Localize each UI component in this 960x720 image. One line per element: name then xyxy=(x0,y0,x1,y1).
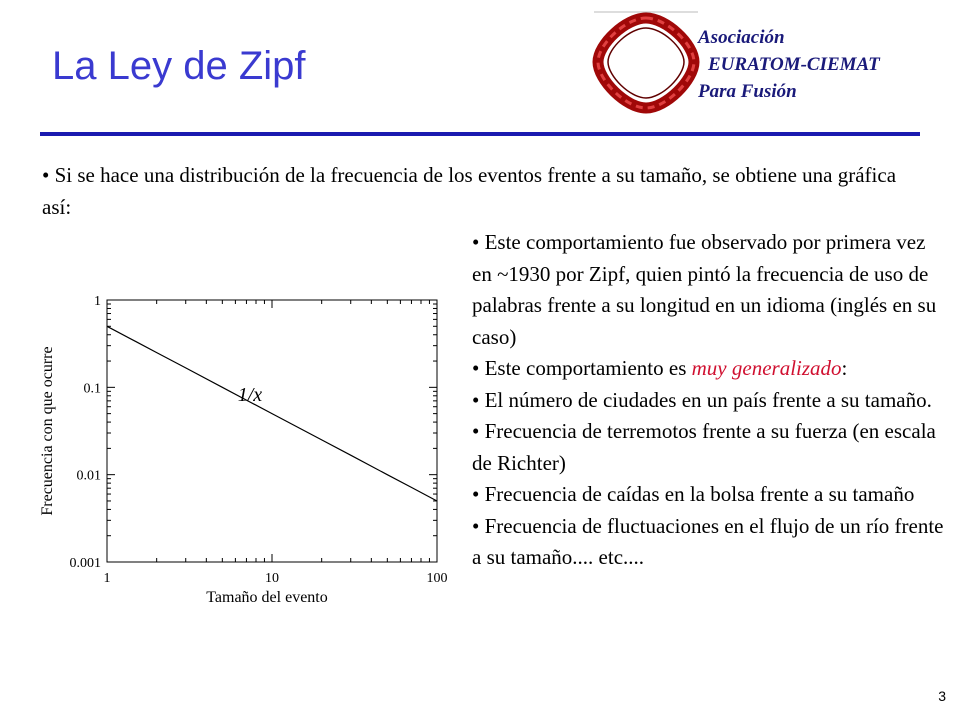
bullet-generalized-emphasis: muy generalizado xyxy=(691,356,842,380)
x-tick-label: 1 xyxy=(103,571,111,586)
bullet-river-flow: • Frecuencia de fluctuaciones en el flujo de un río frente a su tamaño.... etc.... xyxy=(472,513,944,569)
zipf-loglog-chart xyxy=(30,290,460,610)
title-divider xyxy=(40,132,920,136)
bullet-cities: • El número de ciudades en un país frente a su tamaño. xyxy=(472,387,932,412)
x-tick-label: 10 xyxy=(265,571,279,586)
x-tick-label: 100 xyxy=(426,571,448,586)
bullet-generalized-pre: • Este comportamiento es xyxy=(472,356,692,380)
plot-frame xyxy=(107,300,437,562)
intro-text: • Si se hace una distribución de la frecuencia de los eventos frente a su tamaño, se obtiene una gráfica así: xyxy=(42,163,897,219)
bullet-generalized-post: : xyxy=(841,356,848,380)
series-line-1-over-x xyxy=(107,326,437,501)
y-axis-label: Frecuencia con que ocurre xyxy=(39,346,56,516)
organization-name xyxy=(698,24,880,105)
bullet-stock-market: • Frecuencia de caídas en la bolsa frente a su tamaño xyxy=(472,482,915,506)
euratom-ciemat-logo xyxy=(590,10,702,114)
org-line-1: Asociación xyxy=(698,27,785,48)
org-line-2: EURATOM-CIEMAT xyxy=(708,54,880,75)
x-axis-label: Tamaño del evento xyxy=(206,589,328,606)
logo-ring-graphic xyxy=(590,10,702,114)
y-tick-label: 0.1 xyxy=(83,381,101,397)
curve-annotation: 1/x xyxy=(237,383,263,406)
slide-title: La Ley de Zipf xyxy=(52,44,306,88)
bullet-zipf-history: • Este comportamiento fue observado por primera vez en ~1930 por Zipf, quien pintó la frecuencia de uso de palabras frente a su longitud en un idioma (inglés en su caso) xyxy=(472,230,937,349)
y-tick-label: 1 xyxy=(94,294,101,309)
y-tick-label: 0.001 xyxy=(69,556,101,571)
bullet-list xyxy=(472,227,950,574)
page-number: 3 xyxy=(938,688,946,704)
org-line-3: Para Fusión xyxy=(698,81,797,102)
bullet-earthquakes: • Frecuencia de terremotos frente a su fuerza (en escala de Richter) xyxy=(472,419,936,475)
y-tick-label: 0.01 xyxy=(76,468,101,484)
bullet-generalized xyxy=(472,353,950,385)
